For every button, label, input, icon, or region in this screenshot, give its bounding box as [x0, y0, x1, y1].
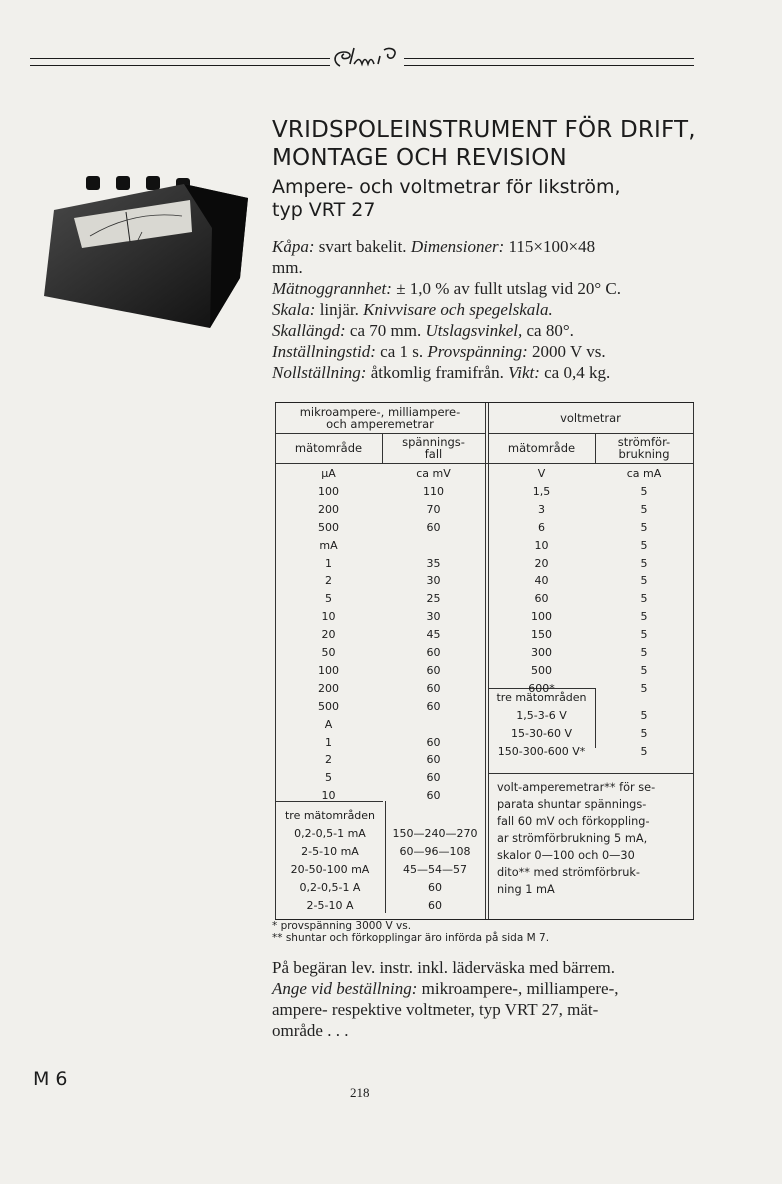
- table-cell: 60: [426, 663, 441, 677]
- table-cell: 1: [325, 735, 332, 749]
- table-cell: 5: [640, 574, 648, 588]
- spec-dim-value-2: mm.: [272, 258, 303, 277]
- table-divider-main: [485, 403, 486, 919]
- table-cell: 45—54—57: [403, 862, 467, 876]
- note-line: fall 60 mV och förkoppling-: [497, 815, 650, 828]
- table-cell: 2: [325, 753, 332, 767]
- spec-prov-label: Provspänning:: [427, 342, 528, 361]
- spec-mat-label: Mätnoggrannhet:: [272, 279, 392, 298]
- table-cell: 100: [318, 663, 339, 677]
- table-cell: 45: [426, 628, 441, 642]
- table-cell: 60: [534, 592, 549, 606]
- footnote-1: * provspänning 3000 V vs.: [272, 920, 412, 932]
- table-cell: ca mA: [626, 467, 662, 480]
- closing-paragraph: [272, 957, 702, 1041]
- spec-prov-value: 2000 V vs.: [527, 342, 606, 361]
- subtitle: [272, 176, 712, 222]
- subtitle-line-2: typ VRT 27: [272, 199, 376, 221]
- col-header-stromforbrukning-line-1: strömför-: [617, 435, 671, 449]
- table-rule-group-left: [275, 433, 485, 434]
- table-cell: 2-5-10 A: [306, 898, 354, 912]
- table-cell: 60: [426, 789, 441, 803]
- spec-kapa-value: svart bakelit.: [314, 237, 411, 256]
- table-cell: 1,5-3-6 V: [516, 709, 567, 722]
- spec-utslag-value: ca 80°.: [522, 321, 574, 340]
- table-cell: 5: [640, 744, 648, 758]
- page-number: 218: [350, 1085, 370, 1100]
- table-cell: 150-300-600 V*: [497, 744, 586, 758]
- table-cell: 60: [426, 699, 441, 713]
- table-cell: 60: [428, 880, 442, 894]
- spec-dim-value: 115×100×48: [504, 237, 596, 256]
- table-cell: 5: [640, 628, 648, 642]
- header-rule-left: [30, 58, 330, 66]
- table-cell: 70: [426, 502, 441, 516]
- table-cell: 5: [640, 556, 648, 570]
- tre-matomraden-right-label: tre mätområden: [496, 691, 587, 704]
- table-cell: 2-5-10 mA: [301, 844, 359, 858]
- table-cell: 500: [318, 699, 339, 713]
- table-cell: 10: [321, 789, 336, 803]
- table-cell: A: [324, 717, 333, 731]
- subtitle-line-1: Ampere- och voltmetrar för likström,: [272, 176, 621, 198]
- note-line: ar strömförbrukning 5 mA,: [497, 832, 648, 845]
- table-cell: 25: [426, 592, 441, 606]
- table-cell: 50: [321, 646, 336, 659]
- table-cell: 60: [426, 520, 441, 534]
- group-header-amperemetrar: [275, 406, 485, 430]
- col-header-spanningsfall-line-1: spännings-: [402, 435, 465, 449]
- title-line-2: MONTAGE OCH REVISION: [272, 145, 567, 171]
- page-title: [272, 116, 712, 172]
- group-header-voltmetrar: voltmetrar: [560, 411, 621, 425]
- note-line: parata shuntar spännings-: [497, 798, 647, 811]
- spec-kapa-label: Kåpa:: [272, 237, 315, 256]
- table-cell: 150—240—270: [392, 827, 478, 840]
- table-cell: 2: [325, 574, 332, 588]
- table-cell: 60: [426, 646, 441, 659]
- note-line: ning 1 mA: [497, 883, 555, 896]
- table-cell: 20: [534, 556, 549, 570]
- table-cell: 0,2-0,5-1 A: [299, 880, 361, 894]
- col-header-spanningsfall: [382, 436, 485, 460]
- header-rule-right: [404, 58, 694, 66]
- table-cell: 60—96—108: [399, 844, 471, 858]
- table-cell: 5: [640, 709, 648, 722]
- spec-skallangd-value: ca 70 mm.: [345, 321, 426, 340]
- spec-knivvisare: Knivvisare och spegelskala.: [363, 300, 553, 319]
- spec-table: [275, 402, 694, 920]
- table-cell: 500: [531, 663, 552, 677]
- table-cell: 5: [325, 592, 332, 606]
- table-cell: 5: [640, 663, 648, 677]
- closing-line-4: område . . .: [272, 1021, 349, 1040]
- table-rule-note-top: [488, 773, 693, 774]
- table-cell: 600*: [528, 681, 555, 695]
- table-cell: 60: [428, 898, 442, 912]
- table-cell: 6: [538, 520, 545, 534]
- group-header-amperemetrar-line-2: och amperemetrar: [326, 417, 434, 431]
- col-header-stromforbrukning: [595, 436, 693, 460]
- group-header-amperemetrar-line-1: mikroampere-, milliampere-: [299, 405, 461, 419]
- table-cell: 5: [640, 520, 648, 534]
- col-header-stromforbrukning-line-2: brukning: [618, 447, 670, 461]
- closing-line-2: mikroampere-, milliampere-,: [417, 979, 619, 998]
- spec-skala-value: linjär.: [315, 300, 364, 319]
- table-cell: 5: [640, 610, 648, 624]
- table-cell: 20: [321, 628, 336, 642]
- table-cell: 300: [531, 646, 552, 659]
- table-cell: 60: [426, 753, 441, 767]
- col-header-matomrade-left: mätområde: [294, 441, 363, 455]
- logo: [330, 40, 404, 74]
- spec-vikt-label: Vikt:: [508, 363, 540, 382]
- table-cell: 5: [325, 771, 332, 785]
- footnotes: [272, 920, 712, 944]
- table-cell: 20-50-100 mA: [290, 862, 370, 876]
- table-cell: 1,5: [532, 484, 551, 498]
- col-header-spanningsfall-line-2: fall: [424, 447, 443, 461]
- note-line: skalor 0—100 och 0—30: [497, 849, 635, 862]
- spec-skallangd-label: Skallängd:: [272, 321, 346, 340]
- table-cell: 10: [534, 538, 549, 552]
- spec-mat-value: ± 1,0 % av fullt utslag vid 20° C.: [391, 279, 622, 298]
- spec-skala-label: Skala:: [272, 300, 316, 319]
- table-cell: 5: [640, 681, 648, 695]
- table-cell: 40: [534, 574, 549, 588]
- table-cell: 100: [318, 484, 339, 498]
- table-cell: 60: [426, 771, 441, 785]
- table-cell: 35: [426, 556, 441, 570]
- logo-script-icon: [330, 40, 404, 74]
- table-cell: 5: [640, 646, 648, 659]
- volt-amperemetrar-note: [497, 779, 689, 898]
- page-reference: M 6: [33, 1068, 68, 1090]
- spec-noll-value: åtkomlig framifrån.: [366, 363, 509, 382]
- table-cell: 200: [318, 502, 339, 516]
- tre-matomraden-left-label: tre mätområden: [284, 809, 376, 822]
- table-cell: 30: [426, 610, 441, 624]
- closing-line-3: ampere- respektive voltmeter, typ VRT 27, mät-: [272, 1000, 599, 1019]
- table-cell: 5: [640, 726, 648, 740]
- table-cell: 60: [426, 735, 441, 749]
- spec-dim-label: Dimensioner:: [410, 237, 505, 256]
- table-cell: 5: [640, 538, 648, 552]
- table-cell: V: [537, 467, 546, 480]
- instrument-photo: [34, 170, 252, 330]
- spec-inst-label: Inställningstid:: [272, 342, 376, 361]
- table-cell: 110: [423, 484, 444, 498]
- table-cell: 15-30-60 V: [511, 726, 572, 740]
- table-cell: 5: [640, 484, 648, 498]
- table-cell: ca mV: [416, 467, 451, 480]
- table-cell: 5: [640, 592, 648, 606]
- table-cell: 0,2-0,5-1 mA: [294, 827, 366, 840]
- table-rule-group-right: [488, 433, 693, 434]
- col-header-matomrade-right: mätområde: [507, 441, 576, 455]
- spec-inst-value: ca 1 s.: [375, 342, 428, 361]
- table-cell: µA: [321, 467, 336, 480]
- note-line: dito** med strömförbruk-: [497, 866, 641, 879]
- closing-ange-label: Ange vid beställning:: [272, 979, 418, 998]
- footnote-2: ** shuntar och förkopplingar äro införda på sida M 7.: [272, 932, 550, 944]
- table-cell: 200: [318, 681, 339, 695]
- table-cell: 3: [538, 502, 545, 516]
- spec-paragraph: [272, 236, 702, 383]
- table-cell: 60: [426, 681, 441, 695]
- note-line: volt-amperemetrar** för se-: [497, 781, 656, 794]
- table-cell: mA: [319, 538, 338, 552]
- title-line-1: VRIDSPOLEINSTRUMENT FÖR DRIFT,: [272, 117, 696, 143]
- table-rule-header: [275, 463, 693, 464]
- spec-utslag-label: Utslagsvinkel,: [425, 321, 523, 340]
- table-cell: 1: [325, 556, 332, 570]
- table-cell: 30: [426, 574, 441, 588]
- table-cell: 150: [531, 628, 552, 642]
- table-cell: 500: [318, 520, 339, 534]
- table-border-right: [693, 403, 694, 919]
- table-cell: 5: [640, 502, 648, 516]
- table-cell: 100: [531, 610, 552, 624]
- table-cell: 10: [321, 610, 336, 624]
- closing-line-1: På begäran lev. instr. inkl. läderväska med bärrem.: [272, 958, 616, 977]
- spec-vikt-value: ca 0,4 kg.: [539, 363, 611, 382]
- spec-noll-label: Nollställning:: [272, 363, 367, 382]
